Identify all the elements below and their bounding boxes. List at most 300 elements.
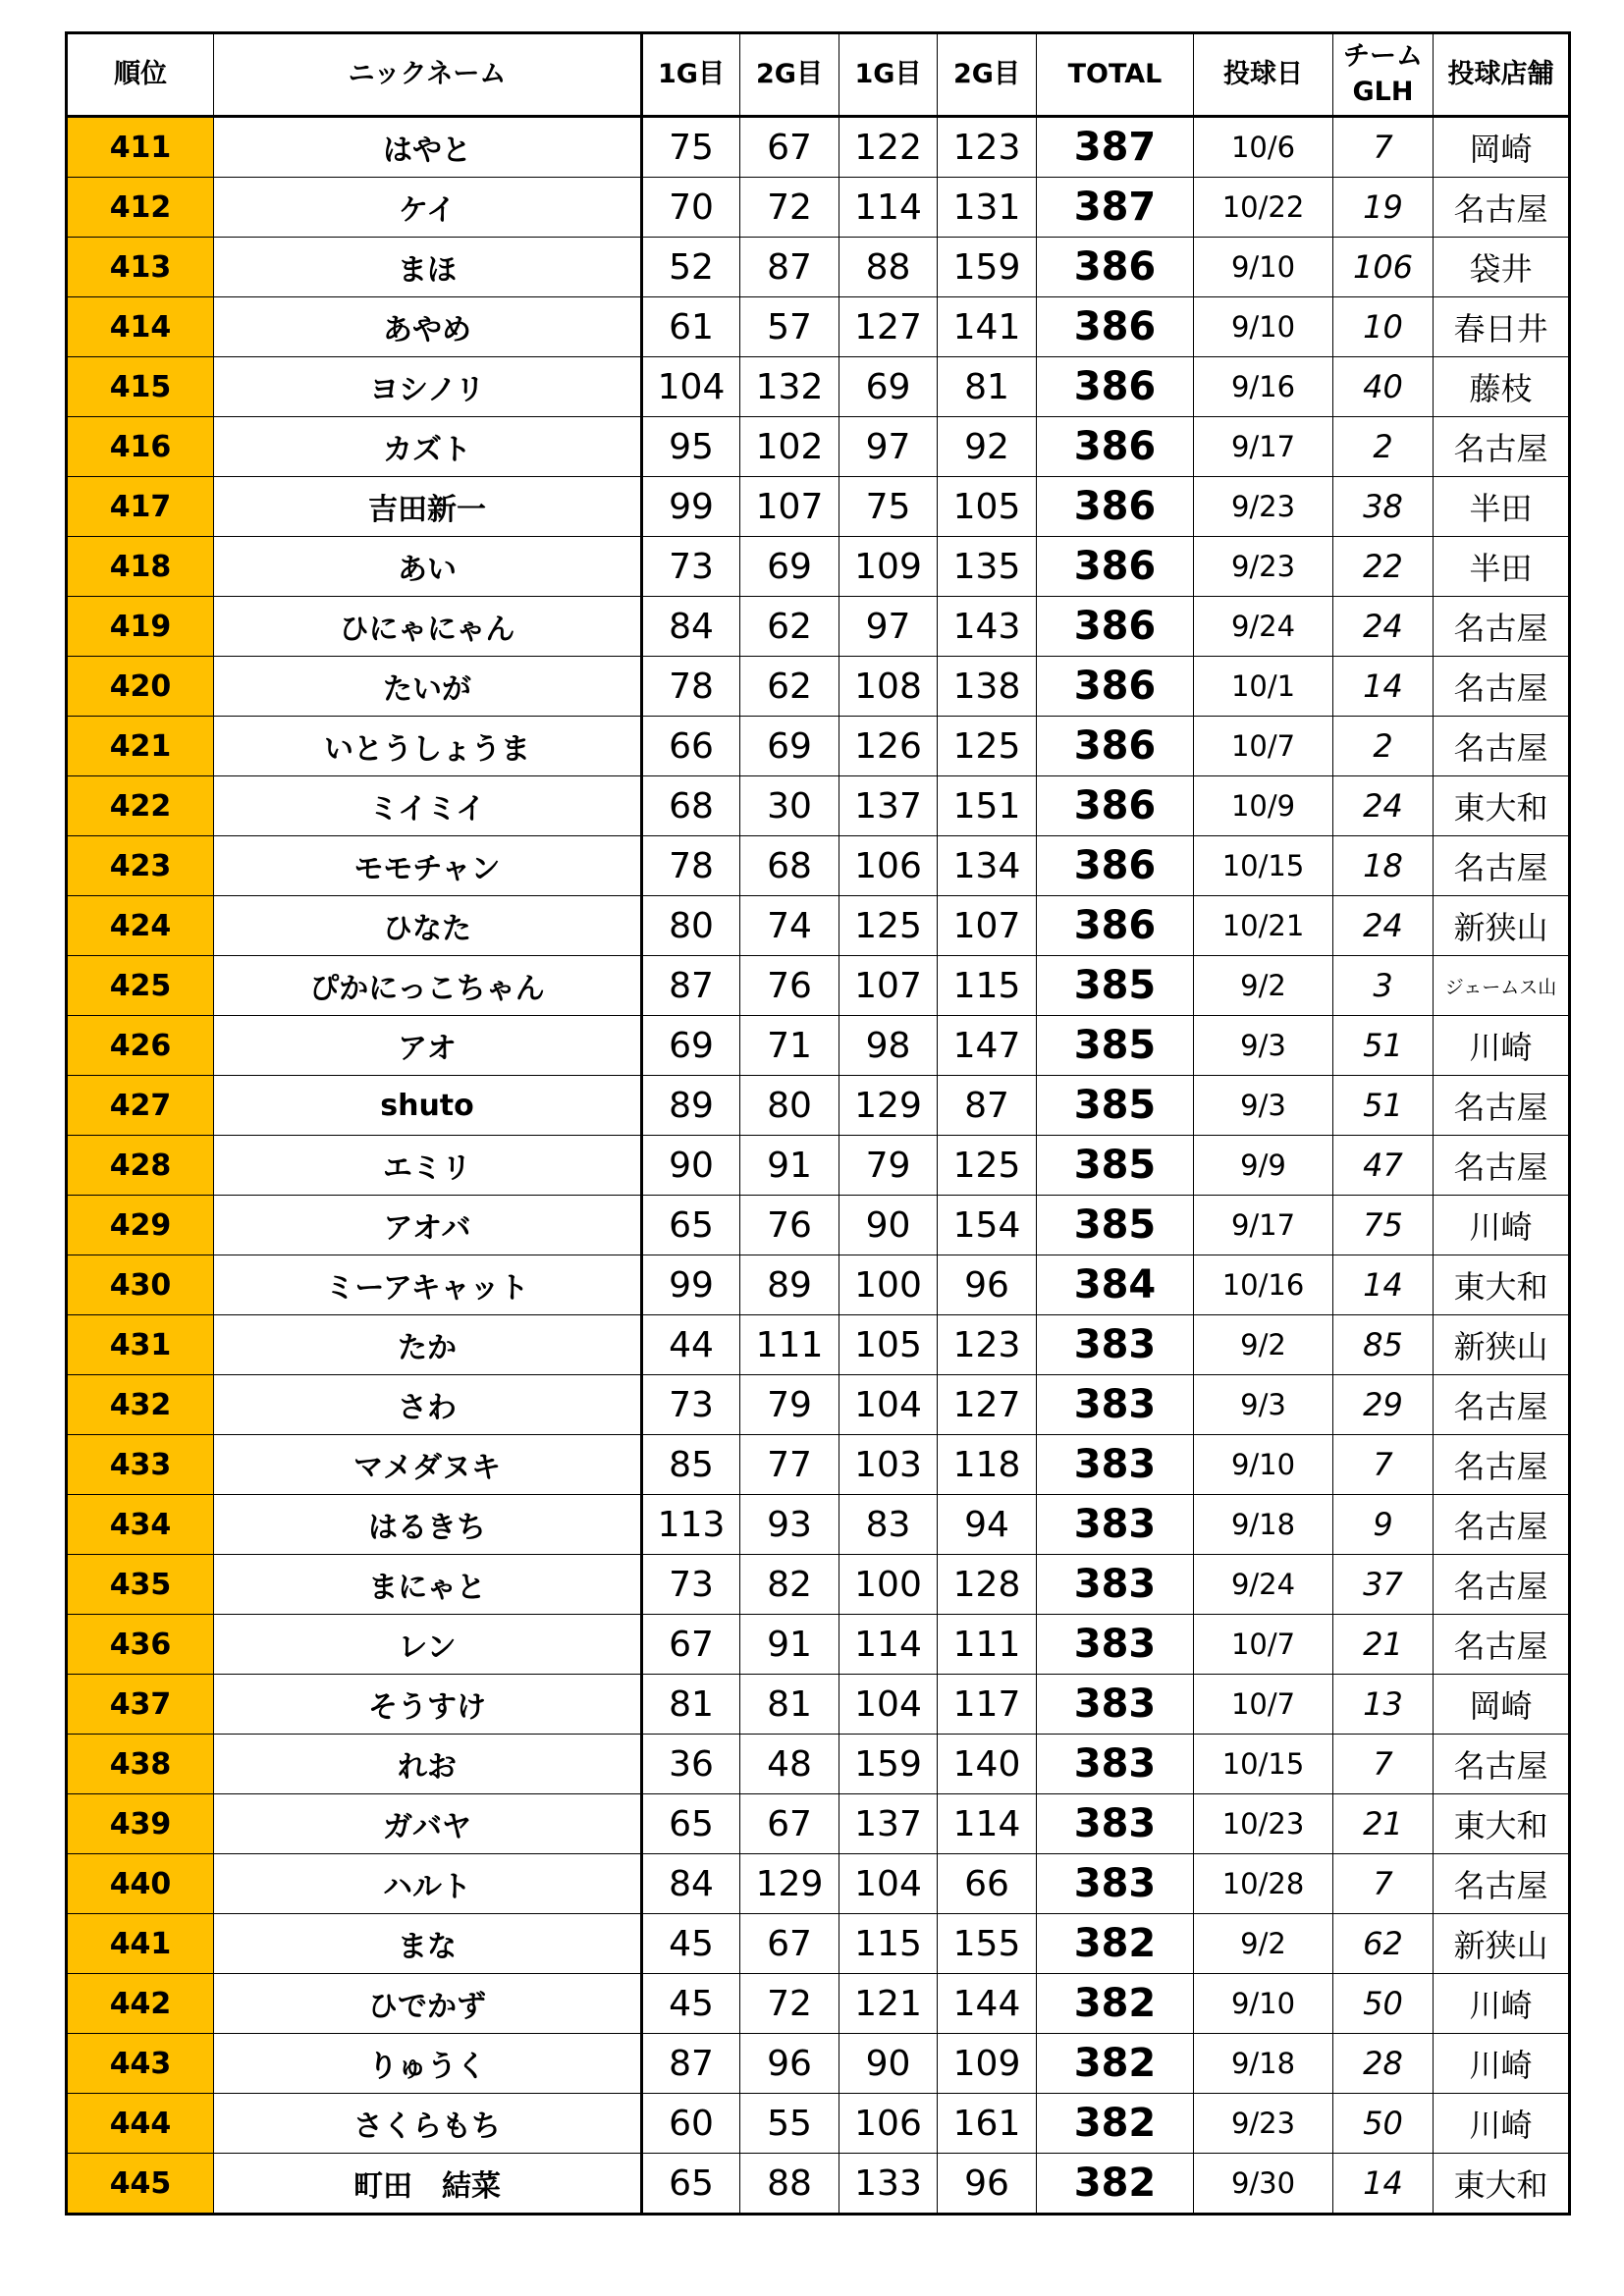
table-row — [67, 1196, 1570, 1255]
total-cell: 383 — [1037, 1555, 1194, 1615]
game2-first-cell: 82 — [740, 1555, 839, 1615]
header-team-line2: GLH — [1352, 77, 1414, 107]
game1-first-cell: 113 — [642, 1495, 740, 1555]
game2-second-cell: 138 — [938, 657, 1037, 717]
team-glh-cell: 106 — [1333, 238, 1434, 297]
game2-second-cell: 96 — [938, 1255, 1037, 1315]
game1-second-cell: 100 — [839, 1255, 938, 1315]
game2-first-cell: 68 — [740, 836, 839, 896]
nickname-cell: ガバヤ — [214, 1794, 642, 1854]
game1-second-cell: 83 — [839, 1495, 938, 1555]
store-cell: 名古屋 — [1434, 657, 1570, 717]
game1-second-cell: 127 — [839, 297, 938, 357]
game2-second-cell: 105 — [938, 477, 1037, 537]
nickname-cell: ひなた — [214, 896, 642, 956]
team-glh-cell: 29 — [1333, 1375, 1434, 1435]
nickname-cell: カズト — [214, 417, 642, 477]
header-team-glh — [1333, 33, 1434, 117]
nickname-cell: ミイミイ — [214, 776, 642, 836]
game2-second-cell: 131 — [938, 178, 1037, 238]
total-cell: 386 — [1037, 537, 1194, 597]
game1-first-cell: 80 — [642, 896, 740, 956]
date-cell: 9/3 — [1194, 1076, 1333, 1136]
game2-second-cell: 128 — [938, 1555, 1037, 1615]
game2-first-cell: 67 — [740, 1794, 839, 1854]
date-cell: 9/23 — [1194, 2094, 1333, 2154]
total-cell: 386 — [1037, 896, 1194, 956]
table-row — [67, 2034, 1570, 2094]
game1-second-cell: 133 — [839, 2154, 938, 2215]
rank-cell: 413 — [67, 238, 214, 297]
team-glh-cell: 62 — [1333, 1914, 1434, 1974]
date-cell: 9/24 — [1194, 1555, 1333, 1615]
store-cell: 藤枝 — [1434, 357, 1570, 417]
team-glh-cell: 14 — [1333, 2154, 1434, 2215]
table-row — [67, 477, 1570, 537]
date-cell: 10/7 — [1194, 1675, 1333, 1735]
team-glh-cell: 3 — [1333, 956, 1434, 1016]
game1-first-cell: 84 — [642, 597, 740, 657]
nickname-cell: あやめ — [214, 297, 642, 357]
rank-cell: 428 — [67, 1136, 214, 1196]
store-cell: 岡崎 — [1434, 117, 1570, 178]
table-row — [67, 1016, 1570, 1076]
game2-first-cell: 96 — [740, 2034, 839, 2094]
date-cell: 9/16 — [1194, 357, 1333, 417]
rank-cell: 445 — [67, 2154, 214, 2215]
game2-second-cell: 125 — [938, 1136, 1037, 1196]
date-cell: 9/23 — [1194, 537, 1333, 597]
date-cell: 10/28 — [1194, 1854, 1333, 1914]
nickname-cell: マメダヌキ — [214, 1435, 642, 1495]
game1-second-cell: 79 — [839, 1136, 938, 1196]
game1-second-cell: 100 — [839, 1555, 938, 1615]
nickname-cell: さくらもち — [214, 2094, 642, 2154]
nickname-cell: ひにゃにゃん — [214, 597, 642, 657]
team-glh-cell: 9 — [1333, 1495, 1434, 1555]
game2-second-cell: 123 — [938, 1315, 1037, 1375]
total-cell: 383 — [1037, 1675, 1194, 1735]
game1-first-cell: 45 — [642, 1974, 740, 2034]
game2-first-cell: 76 — [740, 1196, 839, 1255]
game2-first-cell: 77 — [740, 1435, 839, 1495]
store-cell: 川崎 — [1434, 1016, 1570, 1076]
game1-second-cell: 137 — [839, 1794, 938, 1854]
table-row — [67, 1375, 1570, 1435]
rank-cell: 418 — [67, 537, 214, 597]
game2-first-cell: 55 — [740, 2094, 839, 2154]
total-cell: 383 — [1037, 1615, 1194, 1675]
date-cell: 10/9 — [1194, 776, 1333, 836]
total-cell: 386 — [1037, 357, 1194, 417]
team-glh-cell: 13 — [1333, 1675, 1434, 1735]
nickname-cell: はるきち — [214, 1495, 642, 1555]
game1-second-cell: 137 — [839, 776, 938, 836]
nickname-cell: りゅうく — [214, 2034, 642, 2094]
nickname-cell: ぴかにっこちゃん — [214, 956, 642, 1016]
date-cell: 9/10 — [1194, 297, 1333, 357]
date-cell: 9/18 — [1194, 1495, 1333, 1555]
game2-first-cell: 88 — [740, 2154, 839, 2215]
game2-second-cell: 118 — [938, 1435, 1037, 1495]
game1-second-cell: 88 — [839, 238, 938, 297]
rank-cell: 427 — [67, 1076, 214, 1136]
team-glh-cell: 7 — [1333, 117, 1434, 178]
game2-second-cell: 135 — [938, 537, 1037, 597]
team-glh-cell: 21 — [1333, 1794, 1434, 1854]
game1-first-cell: 65 — [642, 1794, 740, 1854]
table-row — [67, 297, 1570, 357]
nickname-cell: 町田 結菜 — [214, 2154, 642, 2215]
date-cell: 9/10 — [1194, 1435, 1333, 1495]
game2-first-cell: 67 — [740, 1914, 839, 1974]
nickname-cell: たか — [214, 1315, 642, 1375]
store-cell: 岡崎 — [1434, 1675, 1570, 1735]
table-row — [67, 1315, 1570, 1375]
date-cell: 10/1 — [1194, 657, 1333, 717]
date-cell: 9/30 — [1194, 2154, 1333, 2215]
game1-first-cell: 36 — [642, 1735, 740, 1794]
total-cell: 383 — [1037, 1495, 1194, 1555]
date-cell: 10/7 — [1194, 717, 1333, 776]
store-cell: 名古屋 — [1434, 1076, 1570, 1136]
table-row — [67, 1255, 1570, 1315]
date-cell: 9/17 — [1194, 417, 1333, 477]
team-glh-cell: 2 — [1333, 417, 1434, 477]
nickname-cell: あい — [214, 537, 642, 597]
store-cell: 名古屋 — [1434, 597, 1570, 657]
table-row — [67, 1435, 1570, 1495]
game2-first-cell: 72 — [740, 178, 839, 238]
store-cell: 東大和 — [1434, 776, 1570, 836]
total-cell: 387 — [1037, 178, 1194, 238]
game1-first-cell: 104 — [642, 357, 740, 417]
store-cell: 東大和 — [1434, 2154, 1570, 2215]
store-cell: 川崎 — [1434, 2094, 1570, 2154]
table-row — [67, 1854, 1570, 1914]
game1-second-cell: 97 — [839, 417, 938, 477]
rank-cell: 415 — [67, 357, 214, 417]
game1-second-cell: 107 — [839, 956, 938, 1016]
total-cell: 385 — [1037, 1076, 1194, 1136]
game1-first-cell: 69 — [642, 1016, 740, 1076]
rank-cell: 412 — [67, 178, 214, 238]
nickname-cell: ハルト — [214, 1854, 642, 1914]
game2-second-cell: 66 — [938, 1854, 1037, 1914]
game2-second-cell: 125 — [938, 717, 1037, 776]
total-cell: 386 — [1037, 238, 1194, 297]
total-cell: 383 — [1037, 1375, 1194, 1435]
table-row — [67, 1076, 1570, 1136]
header-team-line1: チーム — [1343, 40, 1423, 72]
team-glh-cell: 10 — [1333, 297, 1434, 357]
game1-second-cell: 122 — [839, 117, 938, 178]
game2-first-cell: 87 — [740, 238, 839, 297]
game2-first-cell: 89 — [740, 1255, 839, 1315]
game1-first-cell: 65 — [642, 2154, 740, 2215]
rank-cell: 444 — [67, 2094, 214, 2154]
date-cell: 9/3 — [1194, 1016, 1333, 1076]
total-cell: 386 — [1037, 717, 1194, 776]
nickname-cell: はやと — [214, 117, 642, 178]
game2-first-cell: 74 — [740, 896, 839, 956]
store-cell: 川崎 — [1434, 1196, 1570, 1255]
game1-first-cell: 73 — [642, 1375, 740, 1435]
header-date: 投球日 — [1194, 33, 1333, 117]
team-glh-cell: 47 — [1333, 1136, 1434, 1196]
game2-second-cell: 134 — [938, 836, 1037, 896]
rank-cell: 430 — [67, 1255, 214, 1315]
table-row — [67, 717, 1570, 776]
nickname-cell: ヨシノリ — [214, 357, 642, 417]
team-glh-cell: 40 — [1333, 357, 1434, 417]
rank-cell: 434 — [67, 1495, 214, 1555]
game1-second-cell: 159 — [839, 1735, 938, 1794]
game1-second-cell: 121 — [839, 1974, 938, 2034]
store-cell: 東大和 — [1434, 1794, 1570, 1854]
store-cell: 新狭山 — [1434, 896, 1570, 956]
total-cell: 386 — [1037, 477, 1194, 537]
date-cell: 10/7 — [1194, 1615, 1333, 1675]
total-cell: 383 — [1037, 1854, 1194, 1914]
store-cell: 東大和 — [1434, 1255, 1570, 1315]
store-cell: 名古屋 — [1434, 1854, 1570, 1914]
game2-first-cell: 81 — [740, 1675, 839, 1735]
table-row — [67, 1794, 1570, 1854]
rank-cell: 424 — [67, 896, 214, 956]
total-cell: 383 — [1037, 1315, 1194, 1375]
game2-second-cell: 96 — [938, 2154, 1037, 2215]
game1-second-cell: 129 — [839, 1076, 938, 1136]
game2-second-cell: 92 — [938, 417, 1037, 477]
game1-first-cell: 65 — [642, 1196, 740, 1255]
team-glh-cell: 2 — [1333, 717, 1434, 776]
game2-first-cell: 93 — [740, 1495, 839, 1555]
table-row — [67, 776, 1570, 836]
rank-cell: 443 — [67, 2034, 214, 2094]
team-glh-cell: 37 — [1333, 1555, 1434, 1615]
game2-first-cell: 76 — [740, 956, 839, 1016]
store-cell: 新狭山 — [1434, 1914, 1570, 1974]
rank-cell: 416 — [67, 417, 214, 477]
date-cell: 10/6 — [1194, 117, 1333, 178]
nickname-cell: レン — [214, 1615, 642, 1675]
date-cell: 9/23 — [1194, 477, 1333, 537]
game2-first-cell: 79 — [740, 1375, 839, 1435]
date-cell: 10/15 — [1194, 836, 1333, 896]
team-glh-cell: 14 — [1333, 657, 1434, 717]
nickname-cell: ケイ — [214, 178, 642, 238]
team-glh-cell: 51 — [1333, 1016, 1434, 1076]
table-row — [67, 417, 1570, 477]
team-glh-cell: 50 — [1333, 1974, 1434, 2034]
game2-first-cell: 111 — [740, 1315, 839, 1375]
game1-second-cell: 126 — [839, 717, 938, 776]
game1-first-cell: 81 — [642, 1675, 740, 1735]
game2-second-cell: 115 — [938, 956, 1037, 1016]
date-cell: 10/22 — [1194, 178, 1333, 238]
game1-second-cell: 90 — [839, 2034, 938, 2094]
nickname-cell: ひでかず — [214, 1974, 642, 2034]
game2-first-cell: 57 — [740, 297, 839, 357]
game1-first-cell: 70 — [642, 178, 740, 238]
game2-second-cell: 161 — [938, 2094, 1037, 2154]
date-cell: 9/9 — [1194, 1136, 1333, 1196]
total-cell: 385 — [1037, 1016, 1194, 1076]
game2-second-cell: 114 — [938, 1794, 1037, 1854]
game1-first-cell: 45 — [642, 1914, 740, 1974]
game2-first-cell: 48 — [740, 1735, 839, 1794]
table-row — [67, 1974, 1570, 2034]
total-cell: 383 — [1037, 1735, 1194, 1794]
game2-first-cell: 30 — [740, 776, 839, 836]
header-store: 投球店舗 — [1434, 33, 1570, 117]
total-cell: 386 — [1037, 836, 1194, 896]
game1-second-cell: 115 — [839, 1914, 938, 1974]
team-glh-cell: 19 — [1333, 178, 1434, 238]
rank-cell: 439 — [67, 1794, 214, 1854]
team-glh-cell: 50 — [1333, 2094, 1434, 2154]
rank-cell: 442 — [67, 1974, 214, 2034]
total-cell: 382 — [1037, 1974, 1194, 2034]
game2-first-cell: 107 — [740, 477, 839, 537]
team-glh-cell: 51 — [1333, 1076, 1434, 1136]
game2-first-cell: 132 — [740, 357, 839, 417]
total-cell: 382 — [1037, 2094, 1194, 2154]
team-glh-cell: 24 — [1333, 896, 1434, 956]
store-cell: 名古屋 — [1434, 1735, 1570, 1794]
store-cell: 名古屋 — [1434, 717, 1570, 776]
table-row — [67, 1136, 1570, 1196]
game1-first-cell: 61 — [642, 297, 740, 357]
nickname-cell: アオ — [214, 1016, 642, 1076]
nickname-cell: モモチャン — [214, 836, 642, 896]
nickname-cell: いとうしょうま — [214, 717, 642, 776]
game1-first-cell: 75 — [642, 117, 740, 178]
rank-cell: 441 — [67, 1914, 214, 1974]
game1-second-cell: 114 — [839, 178, 938, 238]
team-glh-cell: 24 — [1333, 597, 1434, 657]
nickname-cell: さわ — [214, 1375, 642, 1435]
rank-cell: 417 — [67, 477, 214, 537]
store-cell: 名古屋 — [1434, 1615, 1570, 1675]
date-cell: 9/24 — [1194, 597, 1333, 657]
store-cell: 名古屋 — [1434, 1495, 1570, 1555]
rank-cell: 437 — [67, 1675, 214, 1735]
game1-second-cell: 106 — [839, 2094, 938, 2154]
nickname-cell: まほ — [214, 238, 642, 297]
rank-cell: 411 — [67, 117, 214, 178]
total-cell: 386 — [1037, 657, 1194, 717]
game1-first-cell: 90 — [642, 1136, 740, 1196]
game2-first-cell: 91 — [740, 1136, 839, 1196]
store-cell: 半田 — [1434, 537, 1570, 597]
total-cell: 383 — [1037, 1435, 1194, 1495]
game2-second-cell: 109 — [938, 2034, 1037, 2094]
game1-first-cell: 73 — [642, 1555, 740, 1615]
store-cell: 名古屋 — [1434, 1136, 1570, 1196]
rank-cell: 419 — [67, 597, 214, 657]
game2-first-cell: 71 — [740, 1016, 839, 1076]
game1-first-cell: 78 — [642, 836, 740, 896]
store-cell: ジェームス山 — [1434, 956, 1570, 1016]
table-row — [67, 2094, 1570, 2154]
header-game2-second: 2G目 — [938, 33, 1037, 117]
game1-first-cell: 66 — [642, 717, 740, 776]
game2-second-cell: 159 — [938, 238, 1037, 297]
total-cell: 385 — [1037, 956, 1194, 1016]
rank-cell: 423 — [67, 836, 214, 896]
game2-first-cell: 80 — [740, 1076, 839, 1136]
game2-second-cell: 140 — [938, 1735, 1037, 1794]
game2-second-cell: 81 — [938, 357, 1037, 417]
date-cell: 10/23 — [1194, 1794, 1333, 1854]
game1-first-cell: 89 — [642, 1076, 740, 1136]
game1-second-cell: 75 — [839, 477, 938, 537]
table-row — [67, 1675, 1570, 1735]
game2-second-cell: 144 — [938, 1974, 1037, 2034]
team-glh-cell: 18 — [1333, 836, 1434, 896]
game1-second-cell: 104 — [839, 1854, 938, 1914]
game2-first-cell: 69 — [740, 717, 839, 776]
game2-second-cell: 107 — [938, 896, 1037, 956]
table-row — [67, 1914, 1570, 1974]
game2-second-cell: 143 — [938, 597, 1037, 657]
store-cell: 名古屋 — [1434, 1375, 1570, 1435]
game1-first-cell: 60 — [642, 2094, 740, 2154]
game1-second-cell: 104 — [839, 1375, 938, 1435]
nickname-cell: ミーアキャット — [214, 1255, 642, 1315]
ranking-table — [65, 31, 1571, 2216]
rank-cell: 426 — [67, 1016, 214, 1076]
game2-first-cell: 62 — [740, 597, 839, 657]
table-row — [67, 117, 1570, 178]
game1-first-cell: 99 — [642, 1255, 740, 1315]
table-row — [67, 178, 1570, 238]
header-game1-second: 1G目 — [839, 33, 938, 117]
header-rank: 順位 — [67, 33, 214, 117]
team-glh-cell: 85 — [1333, 1315, 1434, 1375]
game1-second-cell: 114 — [839, 1615, 938, 1675]
total-cell: 386 — [1037, 297, 1194, 357]
game1-first-cell: 68 — [642, 776, 740, 836]
table-row — [67, 956, 1570, 1016]
date-cell: 9/10 — [1194, 238, 1333, 297]
game2-first-cell: 129 — [740, 1854, 839, 1914]
game1-first-cell: 44 — [642, 1315, 740, 1375]
rank-cell: 414 — [67, 297, 214, 357]
team-glh-cell: 7 — [1333, 1435, 1434, 1495]
date-cell: 10/16 — [1194, 1255, 1333, 1315]
game2-first-cell: 72 — [740, 1974, 839, 2034]
game2-second-cell: 94 — [938, 1495, 1037, 1555]
total-cell: 386 — [1037, 417, 1194, 477]
total-cell: 386 — [1037, 597, 1194, 657]
total-cell: 382 — [1037, 2154, 1194, 2215]
game2-second-cell: 154 — [938, 1196, 1037, 1255]
game2-second-cell: 117 — [938, 1675, 1037, 1735]
table-row — [67, 836, 1570, 896]
date-cell: 9/17 — [1194, 1196, 1333, 1255]
team-glh-cell: 22 — [1333, 537, 1434, 597]
game2-second-cell: 155 — [938, 1914, 1037, 1974]
game1-second-cell: 90 — [839, 1196, 938, 1255]
rank-cell: 422 — [67, 776, 214, 836]
rank-cell: 429 — [67, 1196, 214, 1255]
game1-first-cell: 73 — [642, 537, 740, 597]
game1-second-cell: 97 — [839, 597, 938, 657]
team-glh-cell: 28 — [1333, 2034, 1434, 2094]
